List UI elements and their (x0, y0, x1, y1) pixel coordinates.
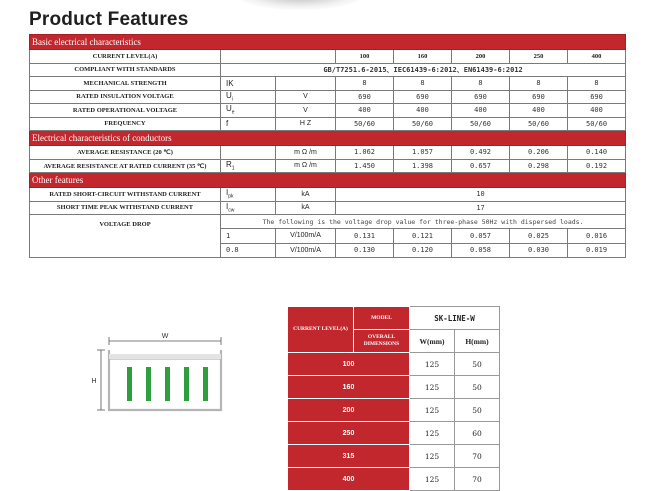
table-row: AVERAGE RESISTANCE AT RATED CURRENT (35 ℃) $R_1$ m Ω /m 1.450 1.398 0.657 0.298 0.192 (30, 159, 626, 173)
table-row: MECHANICAL STRENGTH IK 8 8 8 8 8 (30, 77, 626, 91)
width-label: W (161, 333, 169, 340)
section-header-electrical: Electrical characteristics of conductors (30, 131, 626, 146)
table-row: RATED OPERATIONAL VOLTAGE $U_e$ V 400 400 400 400 400 (30, 104, 626, 118)
table-row: VOLTAGE DROP The following is the voltage drop value for three-phase 50Hz with dispersed loads. (30, 215, 626, 229)
busbar-3 (165, 367, 170, 401)
decorative-shadow (235, 0, 365, 10)
table-row: 200 125 50 (288, 399, 500, 422)
table-row: 250 125 60 (288, 422, 500, 445)
section-header-other: Other features (30, 173, 626, 188)
busbar-1 (127, 367, 132, 401)
table-row: CURRENT LEVEL(A) 100 160 200 250 400 (30, 50, 626, 64)
busbar-4 (184, 367, 189, 401)
busbar-2 (146, 367, 151, 401)
busbar-5 (203, 367, 208, 401)
table-row: CURRENT LEVEL(A) MODEL SK-LINE-W (288, 307, 500, 330)
page-title: Product Features (29, 9, 189, 30)
table-row: 0.8 V/100m/A 0.130 0.120 0.058 0.030 0.019 (30, 243, 626, 257)
busbar-cross-section-drawing (85, 330, 245, 420)
spec-table (29, 34, 626, 258)
table-row: 315 125 70 (288, 445, 500, 468)
dimensions-table (287, 306, 500, 491)
housing-top-strip (109, 354, 221, 359)
table-row: FREQUENCY f H Z 50/60 50/60 50/60 50/60 50/60 (30, 117, 626, 131)
table-row: 100 125 50 (288, 353, 500, 376)
table-row: RATED INSULATION VOLTAGE $U_i$ V 690 690 690 690 690 (30, 90, 626, 104)
height-label: H (91, 378, 97, 385)
table-row: AVERAGE RESISTANCE (20 ℃) m Ω /m 1.062 1.057 0.492 0.206 0.140 (30, 146, 626, 160)
table-row: 160 125 50 (288, 376, 500, 399)
table-row: 400 125 70 (288, 468, 500, 491)
table-row: 1 V/100m/A 0.131 0.121 0.057 0.025 0.016 (30, 229, 626, 243)
table-row: SHORT TIME PEAK WITHSTAND CURRENT $I_{cw}$ kA 17 (30, 201, 626, 215)
table-row: OVERALL DIMENSIONS W(mm) H(mm) (288, 330, 500, 353)
section-header-basic: Basic electrical characteristics (30, 35, 626, 50)
table-row: COMPLIANT WITH STANDARDS GB/T7251.6-2015、IEC61439-6:2012、EN61439-6:2012 (30, 63, 626, 77)
table-row: RATED SHORT-CIRCUIT WITHSTAND CURRENT $I_{pk}$ kA 10 (30, 188, 626, 202)
